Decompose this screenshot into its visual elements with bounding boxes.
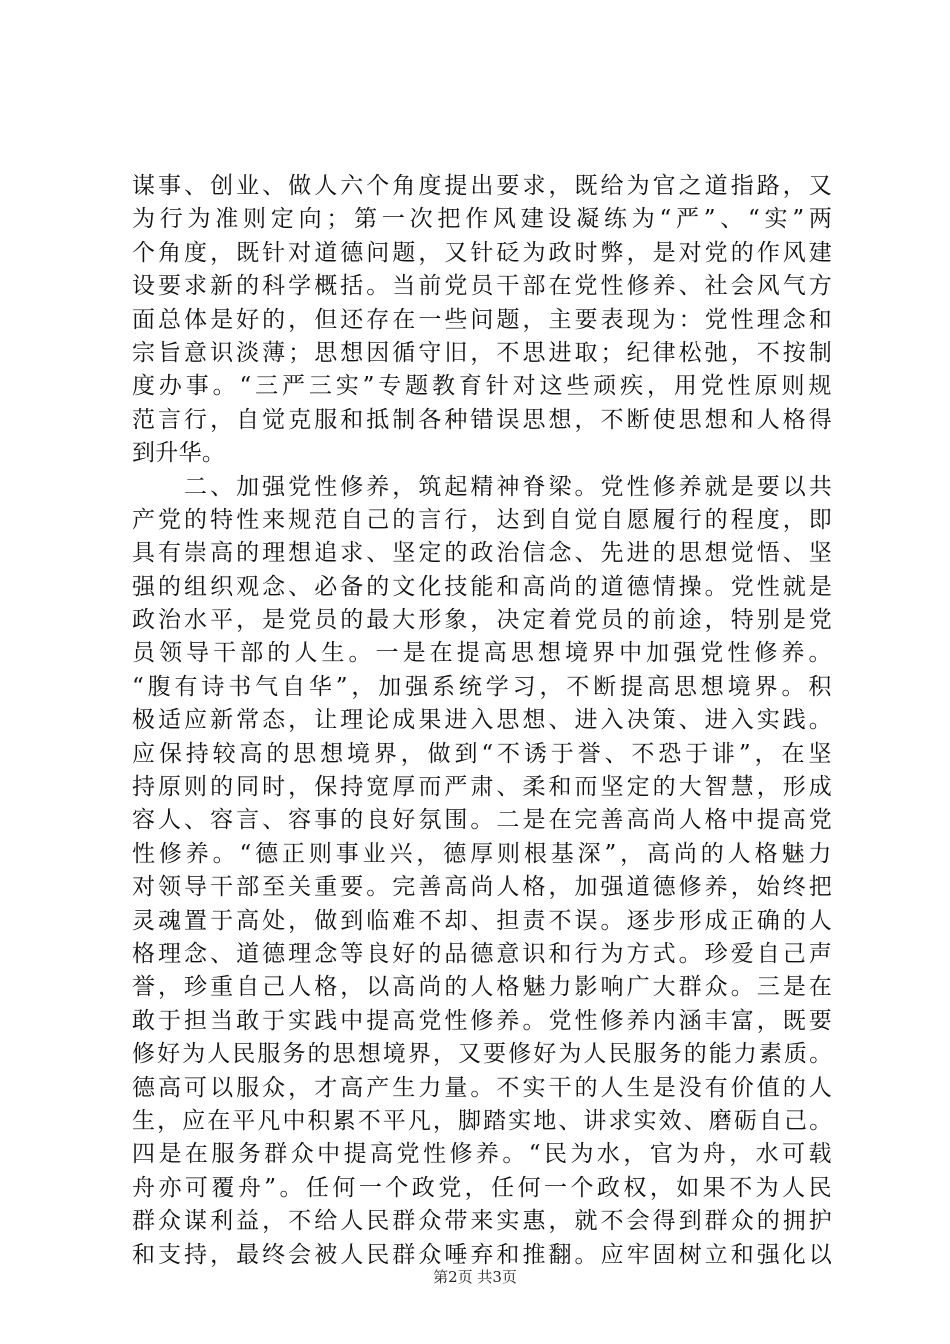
- text-line: 谋事、创业、做人六个角度提出要求，既给为官之道指路，又: [132, 173, 835, 199]
- text-line: 政治水平，是党员的最大形象，决定着党员的前途，特别是党: [132, 607, 835, 634]
- text-line: 极适应新常态，让理论成果进入思想、进入决策、进入实践。: [132, 707, 835, 734]
- text-line: 个角度，既针对道德问题，又针砭为政时弊，是对党的作风建: [132, 239, 835, 266]
- text-line: 四是在服务群众中提高党性修养。“民为水，官为舟，水可载: [132, 1141, 836, 1168]
- text-line: 德高可以服众，才高产生力量。不实干的人生是没有价值的人: [132, 1074, 835, 1101]
- text-line: 员领导干部的人生。一是在提高思想境界中加强党性修养。: [132, 640, 836, 667]
- text-line: 面总体是好的，但还存在一些问题，主要表现为：党性理念和: [132, 306, 835, 333]
- text-line: 度办事。“三严三实”专题教育针对这些顽疾，用党性原则规: [132, 373, 836, 400]
- text-line: 群众谋利益，不给人民群众带来实惠，就不会得到群众的拥护: [132, 1208, 835, 1235]
- text-line: 修好为人民服务的思想境界，又要修好为人民服务的能力素质。: [132, 1041, 835, 1068]
- text-line: 二、加强党性修养，筑起精神脊梁。党性修养就是要以共: [132, 473, 835, 500]
- text-line: 敢于担当敢于实践中提高党性修养。党性修养内涵丰富，既要: [132, 1007, 835, 1034]
- text-line: 宗旨意识淡薄；思想因循守旧，不思进取；纪律松弛，不按制: [132, 339, 835, 366]
- text-line: 持原则的同时，保持宽厚而严肃、柔和而坚定的大智慧，形成: [132, 774, 835, 801]
- text-line: 设要求新的科学概括。当前党员干部在党性修养、社会风气方: [132, 273, 835, 300]
- text-line: 生，应在平凡中积累不平凡，脚踏实地、讲求实效、磨砺自己。: [132, 1107, 835, 1134]
- text-line: 格理念、道德理念等良好的品德意识和行为方式。珍爱自己声: [132, 940, 835, 967]
- text-line: 对领导干部至关重要。完善高尚人格，加强道德修养，始终把: [132, 874, 835, 901]
- text-line: 范言行，自觉克服和抵制各种错误思想，不断使思想和人格得: [132, 406, 835, 433]
- text-line: 应保持较高的思想境界，做到“不诱于誉、不恐于诽”，在坚: [132, 740, 836, 767]
- text-line: 为行为准则定向；第一次把作风建设凝练为“严”、“实”两: [132, 206, 837, 233]
- text-line: 灵魂置于高处，做到临难不却、担责不误。逐步形成正确的人: [132, 907, 835, 934]
- text-line: 容人、容言、容事的良好氛围。二是在完善高尚人格中提高党: [132, 807, 835, 834]
- text-line: “腹有诗书气自华”，加强系统学习，不断提高思想境界。积: [132, 673, 836, 700]
- body-text: [132, 170, 837, 1272]
- text-line: 强的组织观念、必备的文化技能和高尚的道德情操。党性就是: [132, 573, 835, 600]
- text-line: 性修养。“德正则事业兴，德厚则根基深”，高尚的人格魅力: [132, 840, 836, 867]
- text-line: 到升华。: [132, 440, 226, 467]
- text-line: 誉，珍重自己人格，以高尚的人格魅力影响广大群众。三是在: [132, 974, 835, 1001]
- text-line: 产党的特性来规范自己的言行，达到自觉自愿履行的程度，即: [132, 506, 835, 533]
- text-line: 舟亦可覆舟”。任何一个政党，任何一个政权，如果不为人民: [132, 1174, 836, 1201]
- text-line: 具有崇高的理想追求、坚定的政治信念、先进的思想觉悟、坚: [132, 540, 835, 567]
- text-line: 和支持，最终会被人民群众唾弃和推翻。应牢固树立和强化以: [132, 1241, 835, 1268]
- page-footer: 第2页 共3页: [433, 1268, 517, 1286]
